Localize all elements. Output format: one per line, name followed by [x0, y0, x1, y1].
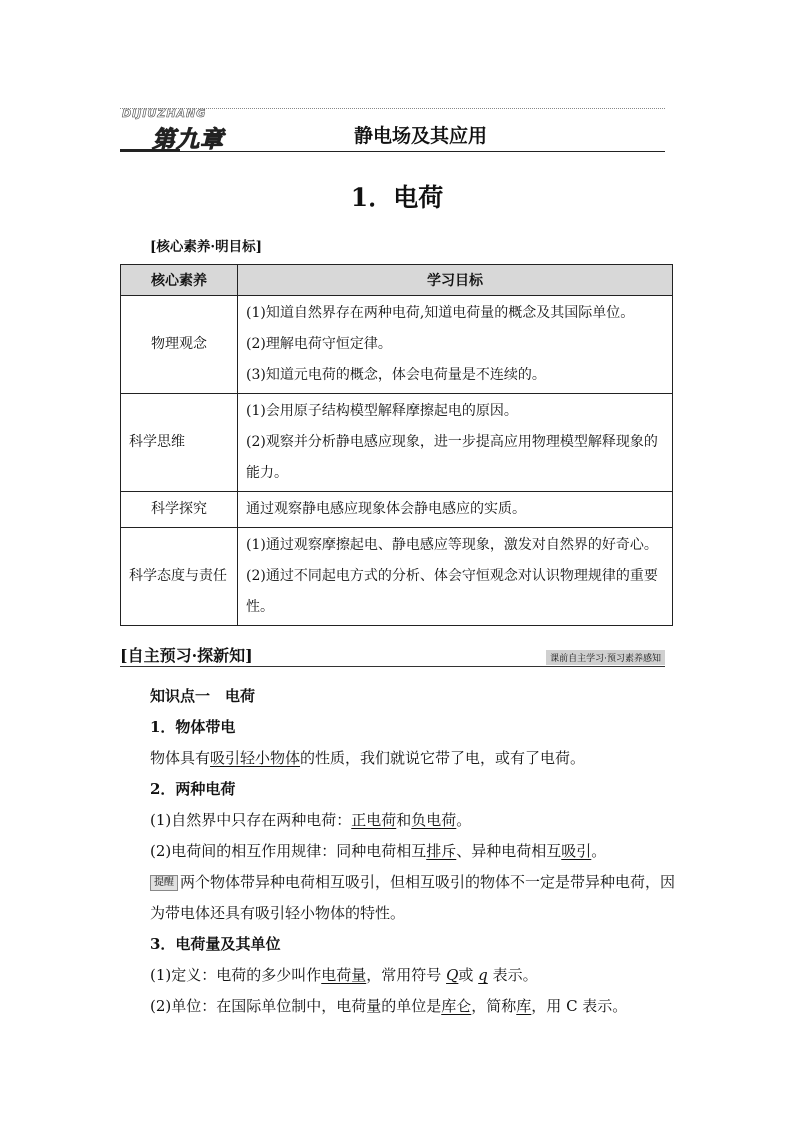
row-category: 科学思维	[121, 394, 238, 492]
row-items	[238, 492, 673, 528]
answer-blank: 吸引轻小物体	[210, 749, 301, 767]
text: 和	[396, 811, 412, 829]
knowledge-point-title: 知识点一 电荷	[150, 687, 256, 705]
text: 表示。	[492, 966, 538, 984]
tip-paragraph	[120, 867, 680, 929]
answer-blank: Q	[446, 966, 459, 984]
answer-blank: 电荷量	[321, 966, 367, 984]
text: ，用 C 表示。	[531, 997, 628, 1015]
text: (1)定义：电荷的多少叫作	[150, 966, 322, 984]
paragraph	[120, 743, 680, 774]
answer-blank: 库	[516, 997, 532, 1015]
text: 物体具有	[150, 749, 211, 767]
row-items	[238, 528, 673, 626]
tip-badge: 提醒	[150, 875, 178, 891]
answer-blank: 吸引	[561, 842, 592, 860]
goal-item: (2)观察并分析静电感应现象，进一步提高应用物理模型解释现象的能力。	[246, 434, 658, 481]
text: ，常用符号	[366, 966, 442, 984]
paragraph	[120, 836, 680, 867]
header-core: 核心素养	[121, 265, 238, 296]
goals-header-row	[121, 265, 673, 296]
paragraph	[120, 960, 680, 991]
tip-text: 两个物体带异种电荷相互吸引，但相互吸引的物体不一定是带异种电荷，因为带电体还具有吸引轻小物体的特性。	[150, 873, 676, 922]
subsection-title: 3．电荷量及其单位	[150, 935, 281, 953]
subsection-title: 2．两种电荷	[150, 780, 236, 798]
row-category: 科学态度与责任	[121, 528, 238, 626]
text: (2)单位：在国际单位制中，电荷量的单位是	[150, 997, 442, 1015]
content-body	[120, 681, 680, 1022]
chapter-pinyin: DIJIUZHANG	[122, 107, 207, 120]
row-items	[238, 296, 673, 394]
row-items	[238, 394, 673, 492]
goals-row	[121, 492, 673, 528]
row-category: 科学探究	[121, 492, 238, 528]
subsection-title: 1．物体带电	[150, 718, 236, 736]
paragraph	[120, 991, 680, 1022]
chapter-number: 第九章	[152, 126, 224, 153]
answer-blank: 正电荷	[351, 811, 397, 829]
answer-blank: 负电荷	[411, 811, 457, 829]
text: 或	[458, 966, 474, 984]
goal-item: (3)知道元电荷的概念，体会电荷量是不连续的。	[246, 367, 546, 383]
preview-bar	[120, 643, 665, 667]
chapter-title: 静电场及其应用	[354, 125, 488, 147]
answer-blank: 排斥	[426, 842, 457, 860]
answer-blank: q	[478, 966, 488, 984]
preview-label: [自主预习·探新知]	[120, 646, 253, 665]
goal-item: (1)知道自然界存在两种电荷,知道电荷量的概念及其国际单位。	[246, 305, 635, 321]
header-rule	[120, 151, 665, 152]
goals-label: [核心素养·明目标]	[150, 239, 262, 255]
text: (1)自然界中只存在两种电荷：	[150, 811, 352, 829]
goals-row	[121, 296, 673, 394]
preview-badge: 课前自主学习·预习素养感知	[546, 650, 665, 665]
goal-item: (2)通过不同起电方式的分析、体会守恒观念对认识物理规律的重要性。	[246, 568, 658, 615]
row-category: 物理观念	[121, 296, 238, 394]
text: (2)电荷间的相互作用规律：同种电荷相互	[150, 842, 427, 860]
goals-row	[121, 394, 673, 492]
header-goals: 学习目标	[238, 265, 673, 296]
goal-item: (1)会用原子结构模型解释摩擦起电的原因。	[246, 403, 518, 419]
text: 。	[591, 842, 607, 860]
answer-blank: 库仑	[441, 997, 472, 1015]
paragraph	[120, 805, 680, 836]
text: 、异种电荷相互	[456, 842, 562, 860]
goal-item: 通过观察静电感应现象体会静电感应的实质。	[246, 501, 526, 517]
goal-item: (1)通过观察摩擦起电、静电感应等现象，激发对自然界的好奇心。	[246, 537, 658, 553]
text: ，简称	[471, 997, 517, 1015]
text: 。	[456, 811, 472, 829]
section-title: 1．电荷	[350, 183, 444, 212]
goal-item: (2)理解电荷守恒定律。	[246, 336, 392, 352]
text: 的性质，我们就说它带了电，或有了电荷。	[300, 749, 586, 767]
preview-rule	[120, 666, 665, 667]
goals-row	[121, 528, 673, 626]
goals-table	[120, 264, 673, 626]
